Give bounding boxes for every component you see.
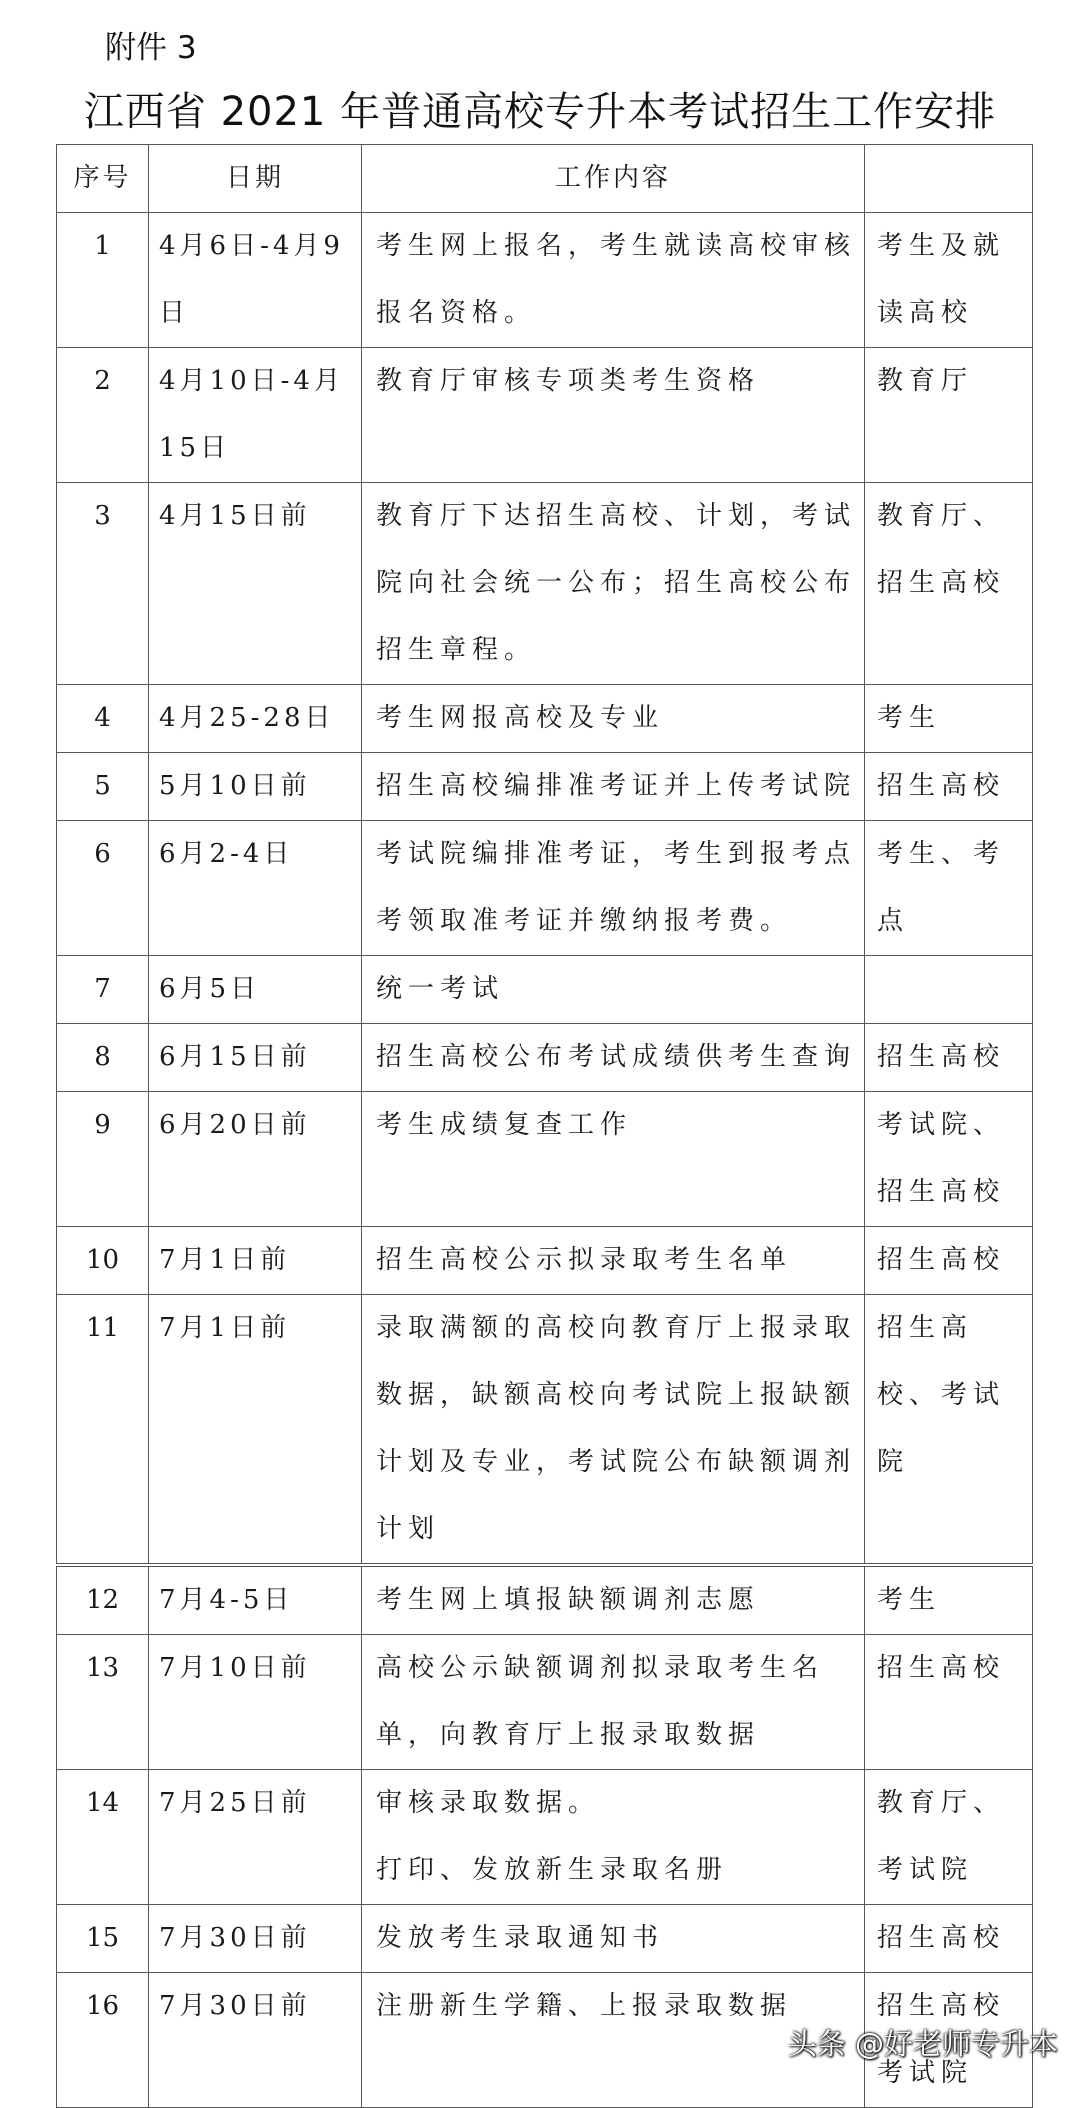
table-row xyxy=(57,1227,1033,1295)
cell-no: 11 xyxy=(57,1295,149,1566)
cell-no: 4 xyxy=(57,685,149,753)
cell-no: 15 xyxy=(57,1905,149,1973)
cell-content: 招生高校编排准考证并上传考试院 xyxy=(362,753,865,821)
page-title: 江西省 2021 年普通高校专升本考试招生工作安排 xyxy=(83,89,997,135)
cell-content: 考生网上填报缺额调剂志愿 xyxy=(362,1565,865,1635)
attachment-label: 附件 3 xyxy=(105,30,197,66)
cell-no: 3 xyxy=(57,483,149,685)
cell-responsible: 招生高校 xyxy=(865,1905,1033,1973)
cell-date: 7月25日前 xyxy=(149,1770,362,1905)
cell-no: 10 xyxy=(57,1227,149,1295)
cell-content: 审核录取数据。 打印、发放新生录取名册 xyxy=(362,1770,865,1905)
table-row xyxy=(57,1770,1033,1905)
header-date: 日期 xyxy=(149,145,362,213)
cell-date: 7月10日前 xyxy=(149,1635,362,1770)
table-row xyxy=(57,348,1033,483)
cell-content: 发放考生录取通知书 xyxy=(362,1905,865,1973)
table-row xyxy=(57,1092,1033,1227)
cell-responsible: 考生 xyxy=(865,685,1033,753)
cell-content: 考生成绩复查工作 xyxy=(362,1092,865,1227)
table-row xyxy=(57,1565,1033,1635)
cell-responsible: 招生高校 xyxy=(865,1024,1033,1092)
cell-responsible: 考生、考点 xyxy=(865,821,1033,956)
table-row xyxy=(57,753,1033,821)
table-row xyxy=(57,685,1033,753)
cell-date: 6月15日前 xyxy=(149,1024,362,1092)
cell-date: 6月2-4日 xyxy=(149,821,362,956)
cell-responsible: 考试院、招生高校 xyxy=(865,1092,1033,1227)
cell-responsible: 招生高校 xyxy=(865,1635,1033,1770)
cell-responsible: 考生 xyxy=(865,1565,1033,1635)
table-row xyxy=(57,956,1033,1024)
cell-no: 5 xyxy=(57,753,149,821)
cell-date: 7月1日前 xyxy=(149,1295,362,1566)
cell-responsible: 教育厅、招生高校 xyxy=(865,483,1033,685)
table-row xyxy=(57,483,1033,685)
cell-responsible: 招生高校、考试院 xyxy=(865,1295,1033,1566)
cell-date: 7月30日前 xyxy=(149,1973,362,2108)
cell-content: 招生高校公布考试成绩供考生查询 xyxy=(362,1024,865,1092)
cell-responsible: 招生高校考试院 xyxy=(865,1973,1033,2108)
cell-no: 6 xyxy=(57,821,149,956)
cell-responsible xyxy=(865,956,1033,1024)
watermark: 头条 @好老师专升本 xyxy=(787,2027,1058,2061)
cell-date: 6月5日 xyxy=(149,956,362,1024)
cell-content: 招生高校公示拟录取考生名单 xyxy=(362,1227,865,1295)
table-row xyxy=(57,1905,1033,1973)
cell-no: 7 xyxy=(57,956,149,1024)
cell-content: 教育厅下达招生高校、计划，考试院向社会统一公布；招生高校公布招生章程。 xyxy=(362,483,865,685)
cell-responsible: 招生高校 xyxy=(865,1227,1033,1295)
cell-content: 录取满额的高校向教育厅上报录取数据，缺额高校向考试院上报缺额计划及专业，考试院公布缺额调剂计划 xyxy=(362,1295,865,1566)
schedule-table xyxy=(56,144,1033,2108)
cell-date: 7月4-5日 xyxy=(149,1565,362,1635)
table-row xyxy=(57,1295,1033,1566)
cell-no: 1 xyxy=(57,213,149,348)
cell-content: 考试院编排准考证，考生到报考点考领取准考证并缴纳报考费。 xyxy=(362,821,865,956)
cell-date: 4月6日-4月9日 xyxy=(149,213,362,348)
cell-responsible: 招生高校 xyxy=(865,753,1033,821)
cell-no: 12 xyxy=(57,1565,149,1635)
cell-content: 教育厅审核专项类考生资格 xyxy=(362,348,865,483)
cell-content: 注册新生学籍、上报录取数据 xyxy=(362,1973,865,2108)
cell-no: 8 xyxy=(57,1024,149,1092)
header-no: 序号 xyxy=(57,145,149,213)
table-body xyxy=(57,213,1033,2108)
cell-responsible: 考生及就读高校 xyxy=(865,213,1033,348)
cell-date: 7月30日前 xyxy=(149,1905,362,1973)
table-row xyxy=(57,213,1033,348)
cell-responsible: 教育厅 xyxy=(865,348,1033,483)
table-row xyxy=(57,1024,1033,1092)
cell-no: 14 xyxy=(57,1770,149,1905)
cell-content: 高校公示缺额调剂拟录取考生名单，向教育厅上报录取数据 xyxy=(362,1635,865,1770)
cell-no: 16 xyxy=(57,1973,149,2108)
cell-no: 9 xyxy=(57,1092,149,1227)
cell-responsible: 教育厅、考试院 xyxy=(865,1770,1033,1905)
cell-date: 4月10日-4月15日 xyxy=(149,348,362,483)
cell-content: 考生网报高校及专业 xyxy=(362,685,865,753)
table-header-row xyxy=(57,145,1033,213)
cell-date: 4月25-28日 xyxy=(149,685,362,753)
table-row xyxy=(57,821,1033,956)
cell-content: 统一考试 xyxy=(362,956,865,1024)
cell-no: 13 xyxy=(57,1635,149,1770)
cell-content: 考生网上报名，考生就读高校审核报名资格。 xyxy=(362,213,865,348)
cell-date: 6月20日前 xyxy=(149,1092,362,1227)
table-row xyxy=(57,1635,1033,1770)
header-responsible xyxy=(865,145,1033,213)
cell-date: 5月10日前 xyxy=(149,753,362,821)
cell-no: 2 xyxy=(57,348,149,483)
cell-date: 7月1日前 xyxy=(149,1227,362,1295)
cell-date: 4月15日前 xyxy=(149,483,362,685)
header-content: 工作内容 xyxy=(362,145,865,213)
